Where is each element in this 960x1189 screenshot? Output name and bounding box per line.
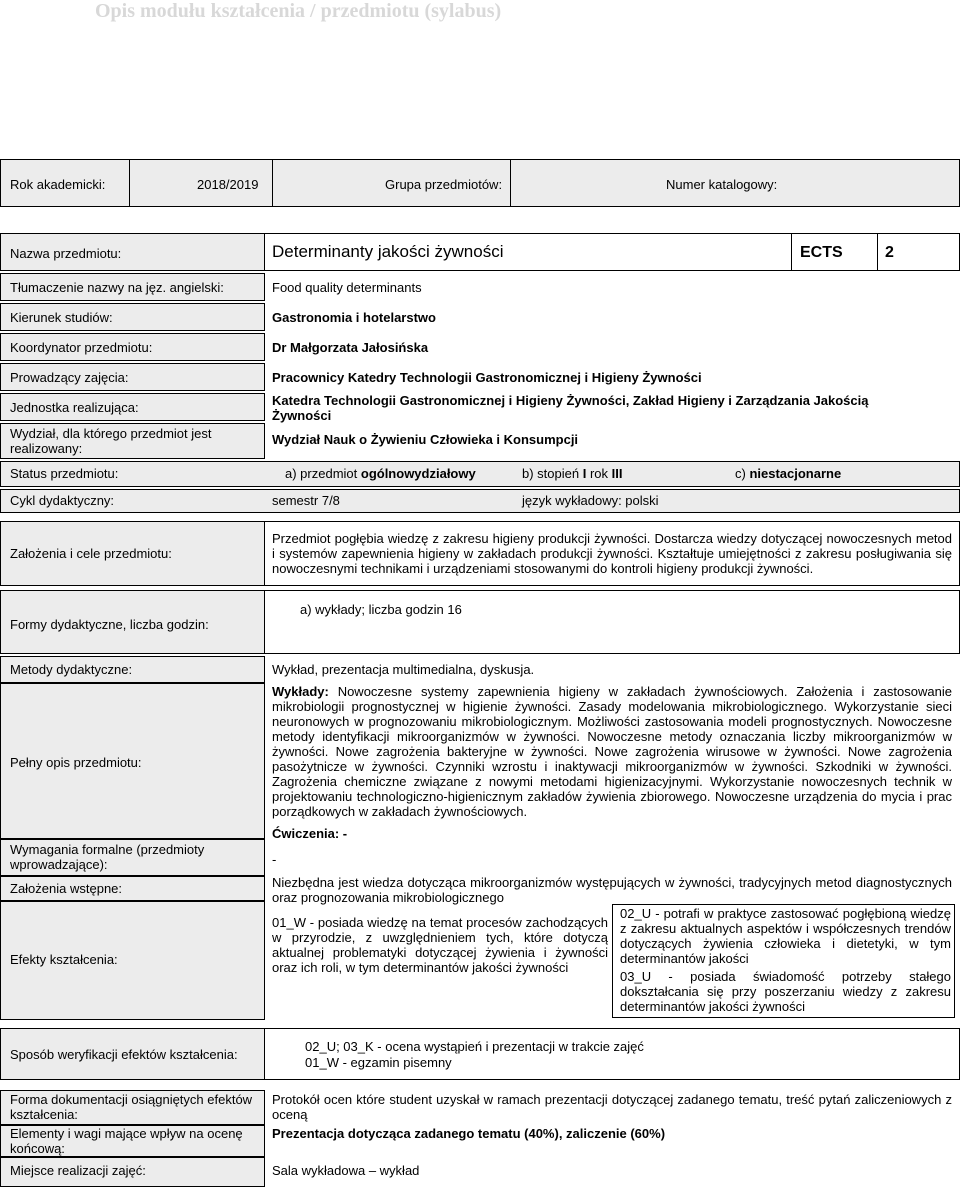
status-c: c) niestacjonarne — [735, 466, 842, 481]
academic-year-value: 2018/2019 — [197, 177, 259, 192]
forms-label: Formy dydaktyczne, liczba godzin: — [10, 617, 209, 632]
coordinator-label: Koordynator przedmiotu: — [10, 340, 153, 355]
methods-value: Wykład, prezentacja multimedialna, dyskusja. — [272, 662, 535, 677]
catalog-number-label: Numer katalogowy: — [666, 177, 778, 192]
unit-value-continued: Żywności — [272, 408, 332, 423]
outcomes-label: Efekty kształcenia: — [10, 952, 118, 967]
faculty-value: Wydział Nauk o Żywieniu Człowieka i Konsumpcji — [272, 432, 579, 447]
lecturers-label: Prowadzący zajęcia: — [10, 370, 129, 385]
ects-value: 2 — [885, 244, 894, 261]
outcome-03-u: 03_U - posiada świadomość potrzeby stałego dokształcania się przy poszerzaniu wiedzy z zakresu determinantów jakości żywności — [620, 969, 951, 1014]
place-value: Sala wykładowa – wykład — [272, 1163, 420, 1178]
status-a: a) przedmiot ogólnowydziałowy — [285, 466, 476, 481]
prerequisites-label: Założenia wstępne: — [10, 881, 123, 896]
verification-label: Sposób weryfikacji efektów kształcenia: — [10, 1047, 238, 1062]
lecturers-value: Pracownicy Katedry Technologii Gastronomicznej i Higieny Żywności — [272, 370, 702, 385]
documentation-label: Forma dokumentacji osiągniętych efektów kształcenia: — [10, 1092, 253, 1122]
exercises-label: Ćwiczenia: - — [272, 826, 348, 841]
translation-value: Food quality determinants — [272, 280, 422, 295]
cycle-value: semestr 7/8 — [272, 493, 340, 508]
subject-group-label: Grupa przedmiotów: — [385, 177, 503, 192]
status-label: Status przedmiotu: — [10, 466, 119, 481]
weights-value: Prezentacja dotycząca zadanego tematu (40%), zaliczenie (60%) — [272, 1126, 666, 1141]
cycle-row — [0, 489, 960, 513]
academic-year-label: Rok akademicki: — [10, 177, 106, 192]
weights-label: Elementy i wagi mające wpływ na ocenę końcową: — [10, 1126, 243, 1156]
forms-value: a) wykłady; liczba godzin 16 — [300, 602, 462, 617]
course-name-value: Determinanty jakości żywności — [272, 242, 504, 261]
documentation-value: Protokół ocen które student uzyskał w ramach prezentacji dotyczącej zadanego tematu, treść pytań zaliczeniowych z oceną — [272, 1092, 952, 1122]
unit-value: Katedra Technologii Gastronomicznej i Higieny Żywności, Zakład Higieny i Zarządzania Jakością — [272, 393, 869, 408]
unit-label: Jednostka realizująca: — [10, 400, 139, 415]
ects-label: ECTS — [800, 244, 843, 261]
page-title: Opis modułu kształcenia / przedmiotu (sylabus) — [95, 0, 502, 22]
outcome-01-w: 01_W - posiada wiedzę na temat procesów zachodzących w przyrodzie, z uwzględnieniem tych, które dotyczą aktualnej problematyki dotyczącej żywienia i żywności oraz ich roli, w tym determinantów jakości żywności — [272, 915, 608, 975]
full-description-text: Wykłady: Nowoczesne systemy zapewnienia higieny w zakładach żywnościowych. Założenia i zastosowanie mikrobiologii prognostycznej w higienie żywności. Zasady modelowania mikrobiologicznego. Wykorzystanie sieci neuronowych w prognozowaniu mikrobiologicznym. Możliwości zastosowania modeli prognostycznych. Nowoczesne metody identyfikacji mikroorganizmów w żywności. Nowoczesne metody oznaczania liczby mikroorganizmów w żywności. Nowe zagrożenia bakteryjne w żywności. Nowe zagrożenia wirusowe w żywności. Nowe zagrożenia pasożytnicze w żywności. Czynniki wzrostu i inaktywacji mikroorganizmów w żywności. Szkodniki w żywności. Zagrożenia chemiczne związane z nowymi metodami higienizacyjnymi. Wykorzystanie nowoczesnych technik w projektowaniu technologiczno-higienicznym zakładów żywienia zbiorowego. Nowoczesne urządzenia do mycia i prac porządkowych w zakładach żywnościowych. — [272, 684, 952, 819]
faculty-label-continued: realizowany: — [10, 441, 83, 456]
requirements-value: - — [272, 852, 277, 867]
field-of-study-value: Gastronomia i hotelarstwo — [272, 310, 436, 325]
verification-line-2: 01_W - egzamin pisemny — [305, 1055, 452, 1070]
status-b: b) stopień I rok III — [522, 466, 623, 481]
outcome-02-u: 02_U - potrafi w praktyce zastosować pogłębioną wiedzę z zakresu aktualnych aspektów i współczesnych trendów dotyczących żywienia człowieka i dietetyki, w tym determinantów jakości — [620, 906, 951, 966]
goals-label: Założenia i cele przedmiotu: — [10, 546, 172, 561]
cycle-label: Cykl dydaktyczny: — [10, 493, 115, 508]
field-of-study-label: Kierunek studiów: — [10, 310, 113, 325]
prerequisites-value: Niezbędna jest wiedza dotycząca mikroorganizmów występujących w żywności, tradycyjnych metod diagnostycznych oraz prognozowania mikrobiologicznego — [272, 875, 952, 905]
verification-line-1: 02_U; 03_K - ocena wystąpień i prezentacji w trakcie zajęć — [305, 1039, 644, 1054]
faculty-label: Wydział, dla którego przedmiot jest — [10, 426, 212, 441]
place-label: Miejsce realizacji zajęć: — [10, 1163, 146, 1178]
requirements-label: Wymagania formalne (przedmioty wprowadzające): — [10, 842, 205, 872]
full-description-label: Pełny opis przedmiotu: — [10, 755, 142, 770]
translation-label: Tłumaczenie nazwy na jęz. angielski: — [10, 280, 224, 295]
methods-label: Metody dydaktyczne: — [10, 662, 133, 677]
goals-text: Przedmiot pogłębia wiedzę z zakresu higieny produkcji żywności. Dostarcza wiedzy dotyczącej nowoczesnych metod i systemów zapewnienia higieny w zakładach produkcji żywności. Kształtuje umiejętności z zakresu posługiwania się nowoczesnymi technikami i urządzeniami stosowanymi do kontroli higieny produkcji żywności. — [272, 531, 952, 576]
language-value: język wykładowy: polski — [522, 493, 659, 508]
course-name-label: Nazwa przedmiotu: — [10, 246, 122, 261]
coordinator-value: Dr Małgorzata Jałosińska — [272, 340, 429, 355]
